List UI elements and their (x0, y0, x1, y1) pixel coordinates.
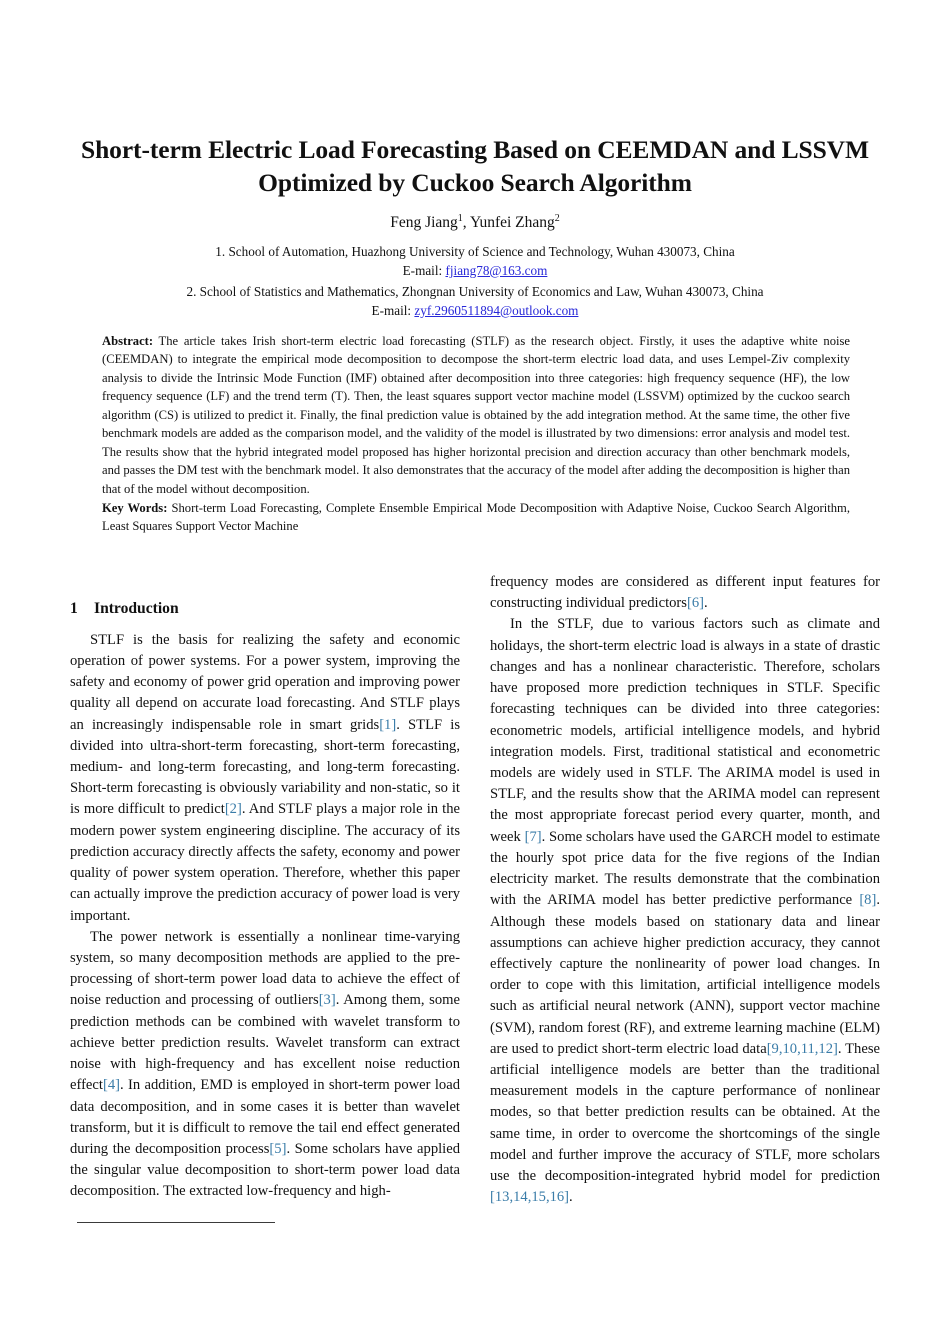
paragraph-text: STLF is the basis for realizing the safety and economic operation of power systems. For a power system, improving the safety and economy of power grid operation and improving power quality all depend on accurate load forecasting. And STLF plays an increasingly indispensable role in smart grids (70, 631, 460, 733)
email-label-2: E-mail: (371, 302, 415, 318)
paragraph (70, 927, 460, 1203)
author-separator: , (462, 214, 470, 231)
paragraph-text: frequency modes are considered as different input features for constructing individual predictors (490, 574, 880, 612)
email-link-2[interactable]: zyf.2960511894@outlook.com (414, 302, 579, 318)
abstract-text: The article takes Irish short-term electric load forecasting (STLF) as the research object. Firstly, it uses the adaptive white noise (CEEMDAN) to integrate the empirical mode decomposition to decompose the short-term electric load data, and uses Lempel-Ziv complexity analysis to divide the Intrinsic Mode Function (IMF) obtained after decomposition into three categories: high frequency sequence (HF), the low frequency sequence (LF) and the trend term (T). Then, the least squares support vector machine model (LSSVM) optimized by the cuckoo search algorithm (CS) is utilized to predict it. Finally, the final prediction value is obtained by the add integration method. At the same time, the other five benchmark models are added as the comparison model, and the validity of the model is illustrated by two dimensions: error analysis and model test. The results show that the hybrid integrated model proposed has higher horizontal precision and direction accuracy than other benchmark models, and passes the DM test with the benchmark model. It also demonstrates that the accuracy of the model after adding the decomposition is higher than that of the model without decomposition. (102, 334, 850, 496)
paragraph-text: . (704, 595, 708, 612)
section-heading-introduction (70, 598, 460, 621)
keywords-label: Key Words: (102, 500, 168, 515)
section-number: 1 (70, 600, 78, 617)
email-label-1: E-mail: (402, 262, 446, 278)
citation-reference[interactable]: [6] (686, 595, 705, 612)
author-affiliation-marker-1: 1 (457, 212, 463, 224)
citation-reference[interactable]: [7] (524, 828, 542, 845)
paragraph-text: The power network is essentially a nonlinear time-varying system, so many decomposition methods are applied to the pre-processing of short-term power load data to achieve the effect of noise reduction and processing of outliers (70, 928, 460, 1009)
email-link-1[interactable]: fjiang78@163.com (445, 262, 548, 278)
paragraph (70, 630, 460, 927)
citation-reference[interactable]: [8] (859, 892, 877, 909)
author-affiliation-marker-2: 2 (554, 212, 560, 224)
citation-reference[interactable]: [2] (224, 801, 242, 818)
section-title: Introduction (94, 600, 179, 617)
paragraph-text: . STLF is divided into ultra-short-term forecasting, short-term forecasting, medium- and long-term forecasting, and long-term forecasting. Short-term forecasting is obviously variability and non-static, so it is more difficult to predict (70, 716, 460, 818)
keywords-text: Short-term Load Forecasting, Complete Ensemble Empirical Mode Decomposition with Adaptive Noise, Cuckoo Search Algorithm, Least Squares Support Vector Machine (102, 500, 850, 534)
paragraph (490, 614, 880, 1208)
affiliation-2-institution: 2. School of Statistics and Mathematics, Zhongnan University of Economics and Law, Wuhan 430073, China (186, 284, 764, 299)
abstract-paragraph (102, 332, 850, 498)
abstract-label: Abstract: (102, 334, 154, 348)
paragraph-text: . These artificial intelligence models are better than the traditional measurement models in the capture performance of nonlinear modes, so that better prediction results can be obtained. At the same time, in order to overcome the shortcomings of the single model and further improve the accuracy of STLF, more scholars use the decomposition-integrated hybrid model for prediction (490, 1040, 880, 1185)
paragraph-text: . And STLF plays a major role in the modern power system engineering discipline. The accuracy of its prediction accuracy directly affects the safety, economy and power quality of power system operation. Therefore, whether this paper can actually improve the prediction accuracy of power load is very important. (70, 801, 460, 924)
paragraph-text: . Some scholars have applied the singular value decomposition to short-term power load data decomposition. The extracted low-frequency and high- (70, 1140, 461, 1200)
citation-reference[interactable]: [3] (318, 992, 336, 1009)
keywords-paragraph (102, 499, 850, 536)
footnote-separator (77, 1222, 275, 1223)
author-list (70, 214, 880, 233)
paragraph-text: . Although these models based on stationary data and linear assumptions can achieve higher prediction accuracy, they cannot effectively capture the nonlinearity of power load changes. In order to cope with this limitation, artificial intelligence models such as artificial neural network (ANN), support vector machine (SVM), random forest (RF), and extreme learning machine (ELM) are used to predict short-term electric load data (490, 892, 880, 1057)
citation-reference[interactable]: [5] (269, 1140, 287, 1157)
body-column-right (490, 572, 880, 1209)
affiliation-2-email-line (70, 302, 880, 321)
affiliation-2 (70, 283, 880, 320)
author-name-1: Feng Jiang (390, 214, 458, 231)
affiliation-1-institution: 1. School of Automation, Huazhong University of Science and Technology, Wuhan 430073, China (215, 244, 735, 259)
citation-reference[interactable]: [13,14,15,16] (490, 1189, 570, 1206)
paragraph-text: In the STLF, due to various factors such as climate and holidays, the short-term electric load is always in a state of drastic changes and has a nonlinear characteristic. Therefore, scholars have proposed more prediction techniques in STLF. Specific forecasting techniques can be divided into three categories: econometric models, artificial intelligence models, and hybrid integration models. First, traditional statistical and econometric models are widely used in STLF. The ARIMA model is used in STLF, and the results show that the ARIMA model can represent the most appropriate forecast period every quarter, month, and week (490, 616, 880, 845)
affiliation-1 (70, 243, 880, 280)
citation-reference[interactable]: [9,10,11,12] (766, 1040, 838, 1057)
page-title: Short-term Electric Load Forecasting Based on CEEMDAN and LSSVM Optimized by Cuckoo Search Algorithm (81, 135, 869, 197)
author-name-2: Yunfei Zhang (469, 214, 555, 231)
citation-reference[interactable]: [4] (102, 1077, 120, 1094)
paragraph-text: . Among them, some prediction methods can be combined with wavelet transform to achieve better prediction results. Wavelet transform can extract noise with high-frequency and has excellent noise reduction effect (70, 992, 460, 1094)
affiliation-1-email-line (70, 262, 880, 281)
paragraph-text: . Some scholars have used the GARCH model to estimate the hourly spot price data for the five regions of the Indian electricity market. The results demonstrate that the combination with the ARIMA model has better predictive performance (490, 828, 880, 909)
citation-reference[interactable]: [1] (379, 716, 397, 733)
paragraph-text: . In addition, EMD is employed in short-term power load data decomposition, and in some cases it is better than wavelet transform, but it is difficult to remove the tail end effect generated during the decomposition process (70, 1077, 460, 1157)
body-column-left (70, 598, 460, 1203)
paragraph-text: . (569, 1189, 573, 1206)
title-block (70, 134, 880, 199)
abstract-block (102, 332, 850, 536)
paragraph (490, 572, 880, 614)
